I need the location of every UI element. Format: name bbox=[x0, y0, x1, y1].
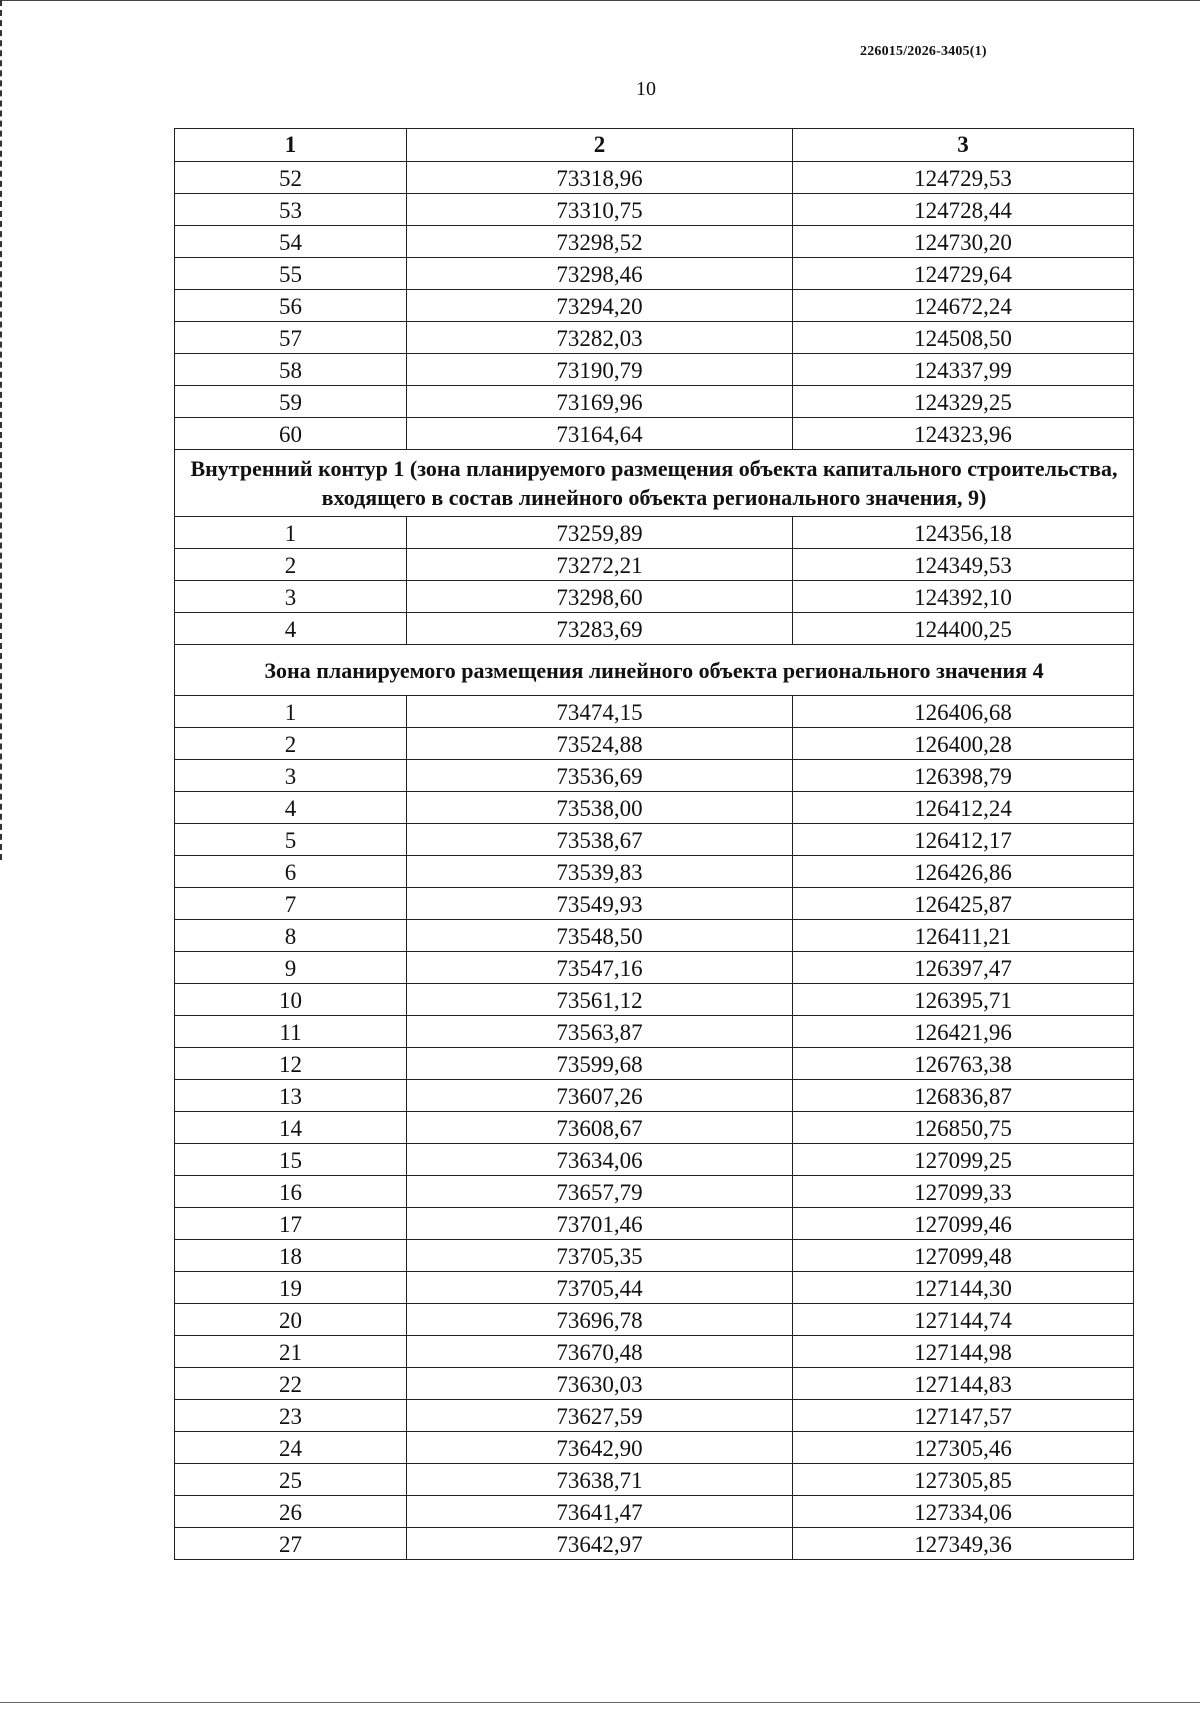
table-row bbox=[175, 920, 1134, 952]
x-coordinate-cell: 73298,46 bbox=[407, 258, 793, 290]
table-row bbox=[175, 162, 1134, 194]
section-title: Зона планируемого размещения линейного объекта регионального значения 4 bbox=[175, 645, 1134, 696]
x-coordinate-cell: 73548,50 bbox=[407, 920, 793, 952]
table-row bbox=[175, 760, 1134, 792]
point-number-cell: 24 bbox=[175, 1432, 407, 1464]
table-row bbox=[175, 1464, 1134, 1496]
y-coordinate-cell: 126398,79 bbox=[793, 760, 1134, 792]
table-row bbox=[175, 613, 1134, 645]
y-coordinate-cell: 124730,20 bbox=[793, 226, 1134, 258]
y-coordinate-cell: 127099,48 bbox=[793, 1240, 1134, 1272]
table-row bbox=[175, 984, 1134, 1016]
point-number-cell: 4 bbox=[175, 613, 407, 645]
point-number-cell: 27 bbox=[175, 1528, 407, 1560]
table-row bbox=[175, 1272, 1134, 1304]
point-number-cell: 26 bbox=[175, 1496, 407, 1528]
x-coordinate-cell: 73536,69 bbox=[407, 760, 793, 792]
y-coordinate-cell: 127334,06 bbox=[793, 1496, 1134, 1528]
point-number-cell: 57 bbox=[175, 322, 407, 354]
x-coordinate-cell: 73282,03 bbox=[407, 322, 793, 354]
x-coordinate-cell: 73190,79 bbox=[407, 354, 793, 386]
x-coordinate-cell: 73563,87 bbox=[407, 1016, 793, 1048]
y-coordinate-cell: 126836,87 bbox=[793, 1080, 1134, 1112]
table-row bbox=[175, 354, 1134, 386]
point-number-cell: 56 bbox=[175, 290, 407, 322]
y-coordinate-cell: 127099,46 bbox=[793, 1208, 1134, 1240]
y-coordinate-cell: 127144,30 bbox=[793, 1272, 1134, 1304]
point-number-cell: 15 bbox=[175, 1144, 407, 1176]
x-coordinate-cell: 73705,44 bbox=[407, 1272, 793, 1304]
x-coordinate-cell: 73538,67 bbox=[407, 824, 793, 856]
x-coordinate-cell: 73259,89 bbox=[407, 517, 793, 549]
point-number-cell: 1 bbox=[175, 696, 407, 728]
x-coordinate-cell: 73642,90 bbox=[407, 1432, 793, 1464]
x-coordinate-cell: 73272,21 bbox=[407, 549, 793, 581]
x-coordinate-cell: 73474,15 bbox=[407, 696, 793, 728]
x-coordinate-cell: 73641,47 bbox=[407, 1496, 793, 1528]
table-row bbox=[175, 1112, 1134, 1144]
point-number-cell: 20 bbox=[175, 1304, 407, 1336]
x-coordinate-cell: 73627,59 bbox=[407, 1400, 793, 1432]
x-coordinate-cell: 73608,67 bbox=[407, 1112, 793, 1144]
page-number: 10 bbox=[636, 78, 656, 100]
column-header-1: 1 bbox=[175, 129, 407, 162]
y-coordinate-cell: 127144,98 bbox=[793, 1336, 1134, 1368]
point-number-cell: 9 bbox=[175, 952, 407, 984]
y-coordinate-cell: 124672,24 bbox=[793, 290, 1134, 322]
table-row bbox=[175, 194, 1134, 226]
x-coordinate-cell: 73705,35 bbox=[407, 1240, 793, 1272]
point-number-cell: 14 bbox=[175, 1112, 407, 1144]
y-coordinate-cell: 126763,38 bbox=[793, 1048, 1134, 1080]
point-number-cell: 18 bbox=[175, 1240, 407, 1272]
point-number-cell: 60 bbox=[175, 418, 407, 450]
table-row bbox=[175, 322, 1134, 354]
table-row bbox=[175, 1208, 1134, 1240]
point-number-cell: 21 bbox=[175, 1336, 407, 1368]
point-number-cell: 22 bbox=[175, 1368, 407, 1400]
y-coordinate-cell: 127144,74 bbox=[793, 1304, 1134, 1336]
y-coordinate-cell: 126400,28 bbox=[793, 728, 1134, 760]
scan-edge-bottom bbox=[0, 1702, 1200, 1703]
table-body bbox=[175, 162, 1134, 1560]
x-coordinate-cell: 73638,71 bbox=[407, 1464, 793, 1496]
y-coordinate-cell: 124392,10 bbox=[793, 581, 1134, 613]
table-row bbox=[175, 824, 1134, 856]
point-number-cell: 5 bbox=[175, 824, 407, 856]
y-coordinate-cell: 124356,18 bbox=[793, 517, 1134, 549]
table-row bbox=[175, 549, 1134, 581]
section-header-row bbox=[175, 450, 1134, 517]
y-coordinate-cell: 124337,99 bbox=[793, 354, 1134, 386]
table-row bbox=[175, 888, 1134, 920]
y-coordinate-cell: 127305,46 bbox=[793, 1432, 1134, 1464]
x-coordinate-cell: 73599,68 bbox=[407, 1048, 793, 1080]
y-coordinate-cell: 126426,86 bbox=[793, 856, 1134, 888]
x-coordinate-cell: 73298,52 bbox=[407, 226, 793, 258]
x-coordinate-cell: 73524,88 bbox=[407, 728, 793, 760]
table-row bbox=[175, 226, 1134, 258]
y-coordinate-cell: 127349,36 bbox=[793, 1528, 1134, 1560]
point-number-cell: 13 bbox=[175, 1080, 407, 1112]
x-coordinate-cell: 73298,60 bbox=[407, 581, 793, 613]
table-row bbox=[175, 728, 1134, 760]
y-coordinate-cell: 124329,25 bbox=[793, 386, 1134, 418]
table-header-row bbox=[175, 129, 1134, 162]
x-coordinate-cell: 73701,46 bbox=[407, 1208, 793, 1240]
x-coordinate-cell: 73670,48 bbox=[407, 1336, 793, 1368]
y-coordinate-cell: 124323,96 bbox=[793, 418, 1134, 450]
x-coordinate-cell: 73310,75 bbox=[407, 194, 793, 226]
x-coordinate-cell: 73318,96 bbox=[407, 162, 793, 194]
y-coordinate-cell: 127305,85 bbox=[793, 1464, 1134, 1496]
point-number-cell: 2 bbox=[175, 549, 407, 581]
y-coordinate-cell: 126425,87 bbox=[793, 888, 1134, 920]
table-row bbox=[175, 1240, 1134, 1272]
table-row bbox=[175, 1016, 1134, 1048]
y-coordinate-cell: 126395,71 bbox=[793, 984, 1134, 1016]
point-number-cell: 17 bbox=[175, 1208, 407, 1240]
table-row bbox=[175, 856, 1134, 888]
point-number-cell: 23 bbox=[175, 1400, 407, 1432]
table-row bbox=[175, 1528, 1134, 1560]
document-number: 226015/2026-3405(1) bbox=[860, 44, 987, 59]
table-row bbox=[175, 792, 1134, 824]
point-number-cell: 58 bbox=[175, 354, 407, 386]
table-row bbox=[175, 696, 1134, 728]
table-row bbox=[175, 1144, 1134, 1176]
table-row bbox=[175, 386, 1134, 418]
y-coordinate-cell: 127144,83 bbox=[793, 1368, 1134, 1400]
point-number-cell: 25 bbox=[175, 1464, 407, 1496]
x-coordinate-cell: 73538,00 bbox=[407, 792, 793, 824]
table-row bbox=[175, 1400, 1134, 1432]
x-coordinate-cell: 73283,69 bbox=[407, 613, 793, 645]
y-coordinate-cell: 127099,33 bbox=[793, 1176, 1134, 1208]
y-coordinate-cell: 124728,44 bbox=[793, 194, 1134, 226]
table-row bbox=[175, 1304, 1134, 1336]
scan-edge-top bbox=[0, 0, 1200, 1]
point-number-cell: 54 bbox=[175, 226, 407, 258]
table-row bbox=[175, 1080, 1134, 1112]
x-coordinate-cell: 73294,20 bbox=[407, 290, 793, 322]
y-coordinate-cell: 126412,17 bbox=[793, 824, 1134, 856]
table-row bbox=[175, 581, 1134, 613]
x-coordinate-cell: 73607,26 bbox=[407, 1080, 793, 1112]
point-number-cell: 55 bbox=[175, 258, 407, 290]
table-row bbox=[175, 1496, 1134, 1528]
y-coordinate-cell: 124729,53 bbox=[793, 162, 1134, 194]
point-number-cell: 2 bbox=[175, 728, 407, 760]
y-coordinate-cell: 124349,53 bbox=[793, 549, 1134, 581]
point-number-cell: 19 bbox=[175, 1272, 407, 1304]
point-number-cell: 6 bbox=[175, 856, 407, 888]
table-row bbox=[175, 1368, 1134, 1400]
y-coordinate-cell: 124508,50 bbox=[793, 322, 1134, 354]
y-coordinate-cell: 127099,25 bbox=[793, 1144, 1134, 1176]
column-header-2: 2 bbox=[407, 129, 793, 162]
y-coordinate-cell: 126411,21 bbox=[793, 920, 1134, 952]
table-row bbox=[175, 1176, 1134, 1208]
x-coordinate-cell: 73657,79 bbox=[407, 1176, 793, 1208]
x-coordinate-cell: 73164,64 bbox=[407, 418, 793, 450]
y-coordinate-cell: 126412,24 bbox=[793, 792, 1134, 824]
x-coordinate-cell: 73169,96 bbox=[407, 386, 793, 418]
point-number-cell: 11 bbox=[175, 1016, 407, 1048]
x-coordinate-cell: 73547,16 bbox=[407, 952, 793, 984]
point-number-cell: 53 bbox=[175, 194, 407, 226]
point-number-cell: 1 bbox=[175, 517, 407, 549]
y-coordinate-cell: 124729,64 bbox=[793, 258, 1134, 290]
y-coordinate-cell: 126397,47 bbox=[793, 952, 1134, 984]
point-number-cell: 3 bbox=[175, 581, 407, 613]
point-number-cell: 3 bbox=[175, 760, 407, 792]
x-coordinate-cell: 73539,83 bbox=[407, 856, 793, 888]
table-row bbox=[175, 1048, 1134, 1080]
point-number-cell: 16 bbox=[175, 1176, 407, 1208]
table-row bbox=[175, 517, 1134, 549]
y-coordinate-cell: 127147,57 bbox=[793, 1400, 1134, 1432]
y-coordinate-cell: 124400,25 bbox=[793, 613, 1134, 645]
point-number-cell: 8 bbox=[175, 920, 407, 952]
table-row bbox=[175, 1432, 1134, 1464]
x-coordinate-cell: 73630,03 bbox=[407, 1368, 793, 1400]
point-number-cell: 4 bbox=[175, 792, 407, 824]
column-header-3: 3 bbox=[793, 129, 1134, 162]
point-number-cell: 10 bbox=[175, 984, 407, 1016]
section-title: Внутренний контур 1 (зона планируемого размещения объекта капитального строительства, входящего в состав линейного объекта регионального значения, 9) bbox=[175, 450, 1134, 517]
point-number-cell: 7 bbox=[175, 888, 407, 920]
x-coordinate-cell: 73696,78 bbox=[407, 1304, 793, 1336]
scan-edge-left bbox=[0, 0, 5, 860]
table-row bbox=[175, 418, 1134, 450]
table-row bbox=[175, 290, 1134, 322]
y-coordinate-cell: 126850,75 bbox=[793, 1112, 1134, 1144]
x-coordinate-cell: 73549,93 bbox=[407, 888, 793, 920]
x-coordinate-cell: 73561,12 bbox=[407, 984, 793, 1016]
section-header-row bbox=[175, 645, 1134, 696]
y-coordinate-cell: 126421,96 bbox=[793, 1016, 1134, 1048]
table-row bbox=[175, 1336, 1134, 1368]
x-coordinate-cell: 73634,06 bbox=[407, 1144, 793, 1176]
point-number-cell: 12 bbox=[175, 1048, 407, 1080]
point-number-cell: 52 bbox=[175, 162, 407, 194]
point-number-cell: 59 bbox=[175, 386, 407, 418]
coordinates-table bbox=[174, 128, 1134, 1560]
x-coordinate-cell: 73642,97 bbox=[407, 1528, 793, 1560]
table-row bbox=[175, 258, 1134, 290]
y-coordinate-cell: 126406,68 bbox=[793, 696, 1134, 728]
table-row bbox=[175, 952, 1134, 984]
